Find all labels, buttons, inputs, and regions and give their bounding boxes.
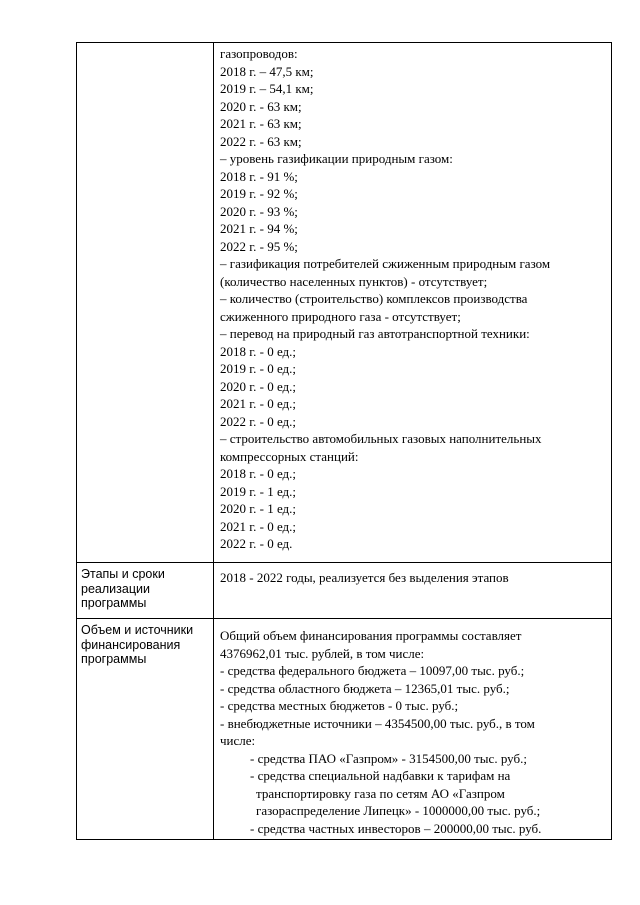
content-line: 2018 г. - 0 ед.; [220, 466, 297, 481]
stages-cell [214, 563, 612, 619]
table-row [77, 619, 612, 840]
content-line: – перевод на природный газ автотранспортной техники: [220, 326, 530, 341]
content-line: (количество населенных пунктов) - отсутствует; [220, 273, 488, 289]
content-line: 2019 г. – 54,1 км; [220, 81, 314, 96]
content-line: 2018 - 2022 годы, реализуется без выделения этапов [220, 570, 509, 585]
sub-line: - средства специальной надбавки к тарифам на [250, 768, 511, 783]
content-line: – уровень газификации природным газом: [220, 151, 453, 166]
content-line: 2022 г. - 0 ед. [220, 536, 293, 551]
financing-cell [214, 619, 612, 840]
sub-line: - средства частных инвесторов – 200000,00 тыс. руб. [250, 820, 542, 836]
content-line: - средства местных бюджетов - 0 тыс. руб.; [220, 698, 459, 713]
content-line: 2020 г. - 1 ед.; [220, 501, 297, 516]
content-line: – газификация потребителей сжиженным природным газом [220, 256, 551, 271]
content-line: 2019 г. - 92 %; [220, 186, 298, 201]
content-line: сжиженного природного газа - отсутствует; [220, 308, 461, 324]
passport-table [76, 42, 612, 840]
sub-line: газораспределение Липецк» - 1000000,00 тыс. руб.; [256, 803, 541, 818]
sub-line: - средства ПАО «Газпром» - 3154500,00 тыс. руб.; [250, 750, 527, 766]
content-line: 2019 г. - 0 ед.; [220, 361, 297, 376]
content-line: - средства областного бюджета – 12365,01 тыс. руб.; [220, 680, 510, 696]
content-line: газопроводов: [220, 46, 298, 61]
content-line: компрессорных станций: [220, 448, 359, 464]
row-label-stages: Этапы и сроки реализации программы [77, 563, 214, 619]
content-line: 2022 г. - 0 ед.; [220, 413, 297, 429]
content-line: 2020 г. - 0 ед.; [220, 378, 297, 394]
content-line: 4376962,01 тыс. рублей, в том числе: [220, 645, 425, 661]
content-line: 2021 г. - 0 ед.; [220, 396, 297, 411]
content-line: 2019 г. - 1 ед.; [220, 483, 297, 499]
content-line: 2018 г. - 91 %; [220, 168, 298, 184]
row-label [77, 43, 214, 563]
content-line: 2021 г. - 63 км; [220, 116, 302, 131]
content-line: – строительство автомобильных газовых наполнительных [220, 431, 542, 446]
row-label-financing: Объем и источники финансирования программы [77, 619, 214, 840]
table-row [77, 43, 612, 563]
content-line: – количество (строительство) комплексов производства [220, 291, 528, 306]
content-line: 2022 г. - 63 км; [220, 133, 302, 149]
content-line: - внебюджетные источники – 4354500,00 тыс. руб., в том [220, 715, 535, 731]
content-line: 2021 г. - 0 ед.; [220, 518, 297, 534]
content-line: числе: [220, 733, 256, 748]
content-line: - средства федерального бюджета – 10097,00 тыс. руб.; [220, 663, 525, 678]
table-row [77, 563, 612, 619]
content-line: Общий объем финансирования программы составляет [220, 628, 522, 643]
indicators-cell [214, 43, 612, 563]
content-line: 2018 г. – 47,5 км; [220, 63, 314, 79]
content-line: 2022 г. - 95 %; [220, 238, 298, 254]
content-line: 2018 г. - 0 ед.; [220, 343, 297, 359]
sub-line: транспортировку газа по сетям АО «Газпром [256, 785, 505, 801]
content-line: 2020 г. - 93 %; [220, 203, 298, 219]
content-line: 2021 г. - 94 %; [220, 221, 298, 236]
content-line: 2020 г. - 63 км; [220, 98, 302, 114]
